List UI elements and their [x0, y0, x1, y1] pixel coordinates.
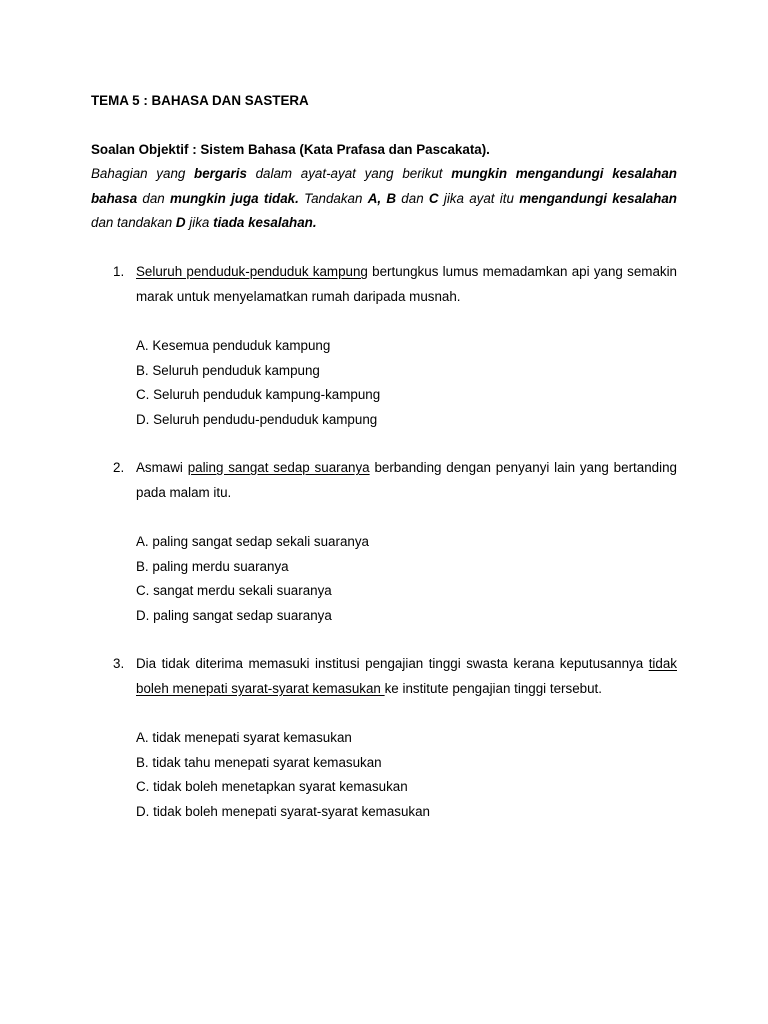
answer-options	[136, 530, 369, 628]
underlined-phrase: Seluruh penduduk-penduduk kampung	[136, 264, 368, 279]
instructions-text: jika	[185, 215, 214, 230]
instructions-emphasis: A, B	[367, 190, 397, 206]
question-text	[136, 652, 677, 701]
option-a[interactable]: A. Kesemua penduduk kampung	[136, 338, 331, 353]
answer-options	[136, 726, 430, 824]
option-d[interactable]: D. paling sangat sedap suaranya	[136, 607, 332, 623]
option-d[interactable]: D. Seluruh pendudu-penduduk kampung	[136, 411, 378, 427]
instructions-emphasis: mengandungi kesalahan	[519, 190, 677, 206]
instructions-emphasis: tiada kesalahan.	[213, 215, 317, 230]
underlined-phrase: tidak boleh menepati syarat-syarat kemasukan	[136, 656, 677, 696]
option-a[interactable]: A. tidak menepati syarat kemasukan	[136, 730, 352, 745]
question-number: 1.	[113, 264, 125, 279]
document-title: TEMA 5 : BAHASA DAN SASTERA	[91, 93, 309, 108]
question-text-part: berbanding dengan penyanyi lain yang bertanding pada malam itu.	[136, 460, 677, 500]
answer-options	[136, 334, 380, 432]
question-text-part: bertungkus lumus memadamkan api yang semakin marak untuk menyelamatkan rumah daripada musnah.	[136, 264, 678, 304]
instructions-text: dan tandakan	[91, 215, 176, 230]
option-a[interactable]: A. paling sangat sedap sekali suaranya	[136, 534, 370, 549]
option-d[interactable]: D. tidak boleh menepati syarat-syarat kemasukan	[136, 803, 430, 819]
instructions-text: dan	[137, 190, 171, 206]
instructions-emphasis: C	[428, 190, 439, 206]
question-text	[136, 456, 677, 505]
instructions-emphasis: mungkin mengandungi kesalahan bahasa	[91, 166, 677, 206]
instructions-emphasis: bergaris	[194, 166, 247, 181]
instructions-emphasis: mungkin juga tidak.	[170, 190, 299, 206]
option-b[interactable]: B. tidak tahu menepati syarat kemasukan	[136, 754, 382, 770]
instructions-paragraph	[91, 162, 677, 236]
instructions-text: Bahagian yang	[91, 166, 195, 181]
option-b[interactable]: B. Seluruh penduduk kampung	[136, 362, 320, 378]
option-c[interactable]: C. sangat merdu sekali suaranya	[136, 583, 332, 598]
question-text	[136, 260, 677, 309]
instructions-emphasis: D	[175, 215, 186, 230]
question-text-part: Asmawi	[136, 460, 188, 475]
underlined-phrase: paling sangat sedap suaranya	[187, 460, 370, 475]
question-text-part: Dia tidak diterima memasuki institusi pengajian tinggi swasta kerana keputusannya	[136, 656, 649, 671]
instructions-text: dalam ayat-ayat yang berikut	[246, 166, 452, 181]
instructions-text: dan	[396, 190, 429, 206]
option-c[interactable]: C. tidak boleh menetapkan syarat kemasukan	[136, 779, 408, 794]
instructions-text: jika ayat itu	[438, 190, 520, 206]
section-subtitle: Soalan Objektif : Sistem Bahasa (Kata Prafasa dan Pascakata).	[91, 142, 490, 157]
question-number: 3.	[113, 656, 125, 671]
option-b[interactable]: B. paling merdu suaranya	[136, 558, 289, 574]
question-text-part: ke institute pengajian tinggi tersebut.	[384, 680, 602, 696]
instructions-text: Tandakan	[298, 190, 368, 206]
question-number: 2.	[113, 460, 125, 475]
option-c[interactable]: C. Seluruh penduduk kampung-kampung	[136, 387, 381, 402]
